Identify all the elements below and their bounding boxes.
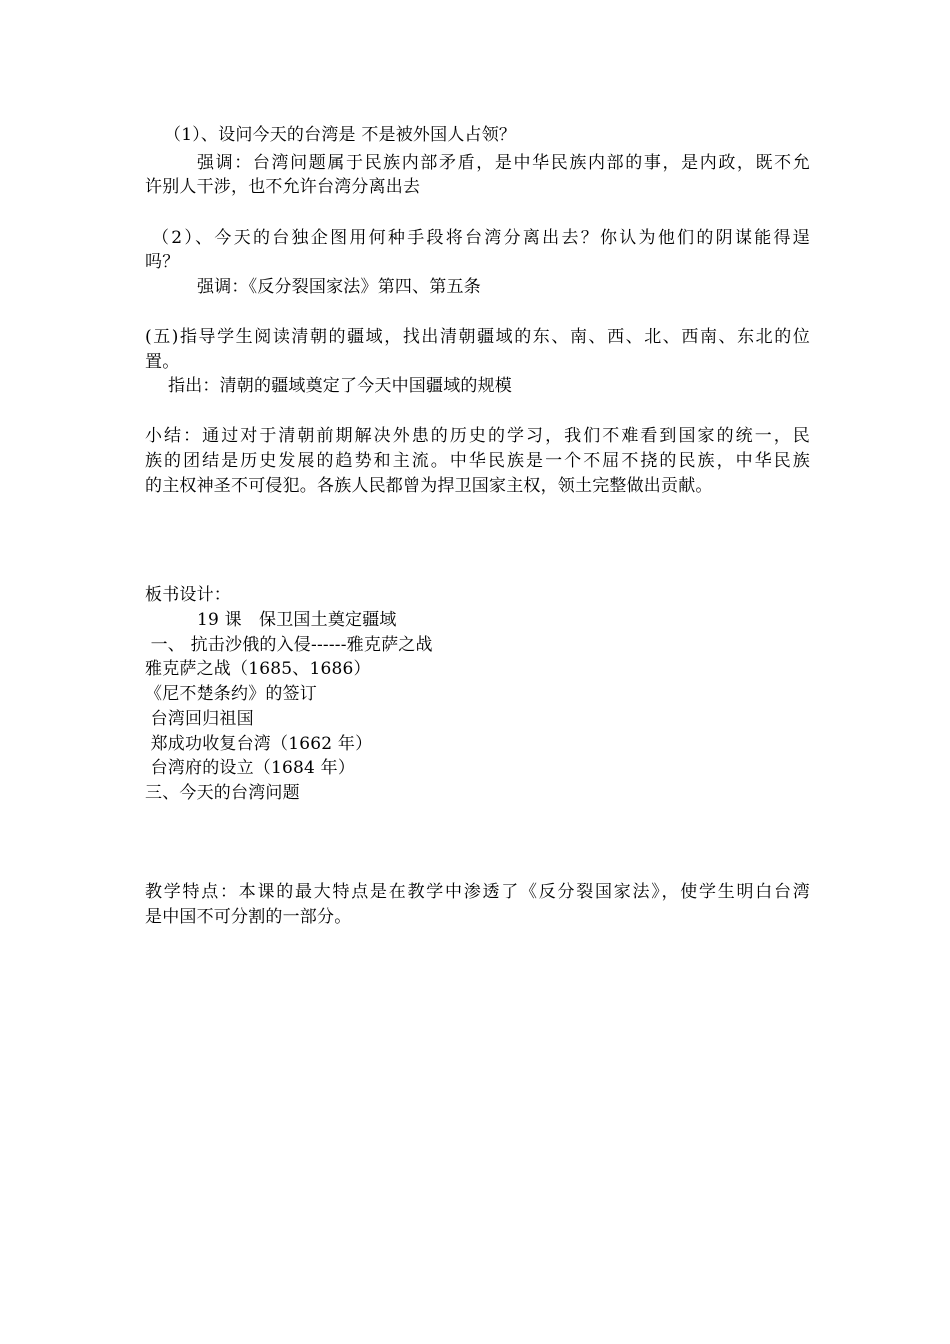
summary-line-3: 的主权神圣不可侵犯。各族人民都曾为捍卫国家主权，领土完整做出贡献。 — [145, 476, 713, 496]
teaching-features-cont: 是中国不可分割的一部分。 — [145, 907, 352, 927]
board-item-4: 台湾回归祖国 — [145, 709, 254, 729]
board-item-5: 郑成功收复台湾（1662 年） — [145, 734, 373, 754]
board-item-7: 三、今天的台湾问题 — [145, 783, 300, 803]
question-1-emphasis-cont: 许别人干涉，也不允许台湾分离出去 — [145, 177, 421, 197]
board-item-3: 《尼不楚条约》的签订 — [145, 684, 317, 704]
question-1-emphasis: 强调：台湾问题属于民族内部矛盾，是中华民族内部的事，是内政，既不允 — [197, 153, 810, 173]
section-5-point: 指出：清朝的疆域奠定了今天中国疆域的规模 — [168, 376, 512, 396]
board-lesson-title: 19 课 保卫国土奠定疆域 — [197, 610, 397, 630]
question-2-emphasis: 强调：《反分裂国家法》第四、第五条 — [197, 277, 481, 297]
board-item-6: 台湾府的设立（1684 年） — [145, 758, 356, 778]
question-2: （2）、今天的台独企图用何种手段将台湾分离出去？你认为他们的阴谋能得逞 — [152, 228, 810, 248]
teaching-features: 教学特点：本课的最大特点是在教学中渗透了《反分裂国家法》，使学生明白台湾 — [145, 882, 810, 902]
question-2-cont: 吗？ — [145, 252, 180, 272]
question-1: （1）、设问今天的台湾是 不是被外国人占领？ — [164, 125, 517, 145]
section-5-cont: 置。 — [145, 352, 180, 372]
section-5: (五)指导学生阅读清朝的疆域，找出清朝疆域的东、南、西、北、西南、东北的位 — [145, 327, 810, 347]
board-item-2: 雅克萨之战（1685、1686） — [145, 659, 371, 679]
board-heading: 板书设计： — [145, 585, 231, 605]
summary-line-2: 族的团结是历史发展的趋势和主流。中华民族是一个不屈不挠的民族，中华民族 — [145, 451, 810, 471]
summary-line-1: 小结：通过对于清朝前期解决外患的历史的学习，我们不难看到国家的统一，民 — [145, 426, 810, 446]
board-item-1: 一、 抗击沙俄的入侵------雅克萨之战 — [145, 635, 433, 655]
